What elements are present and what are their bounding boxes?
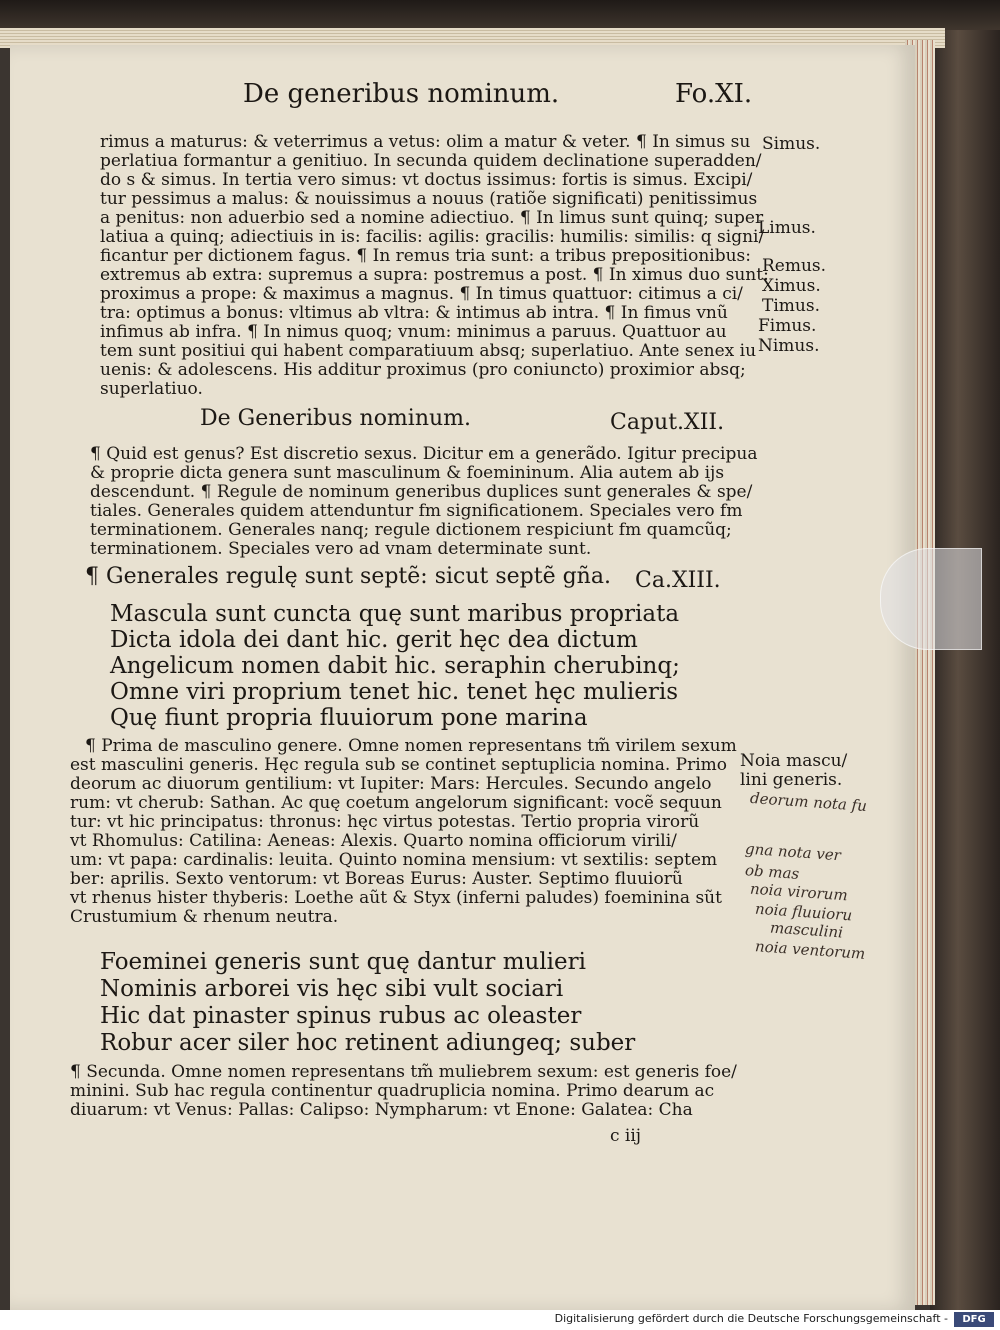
- verse-line: Nominis arborei vis hęc sibi vult sociari: [100, 976, 564, 1002]
- text-line: rimus a maturus: & veterrimus a vetus: olim a matur & veter. ¶ In simus su: [100, 132, 751, 152]
- footer-bar: [0, 1310, 1000, 1330]
- text-line: proximus a prope: & maximus a magnus. ¶ In timus quattuor: citimus a ci/: [100, 284, 743, 304]
- text-line: a penitus: non aduerbio sed a nomine adiectiuo. ¶ In limus sunt quinq; super: [100, 208, 764, 228]
- handwritten-note: deorum nota fu: [749, 788, 868, 816]
- text-line: ber: aprilis. Sexto ventorum: vt Boreas Eurus: Auster. Septimo fluuiorũ: [70, 869, 683, 889]
- text-line: latiua a quinq; adiectiuis in is: facilis: agilis: gracilis: humilis: similis: q signi/: [100, 227, 765, 247]
- text-line: do s & simus. In tertia vero simus: vt doctus issimus: fortis is simus. Excipi/: [100, 170, 753, 190]
- margin-note: Fimus.: [758, 316, 817, 336]
- book-page: [10, 45, 915, 1310]
- verse-line: Omne viri proprium tenet hic. tenet hęc mulieris: [110, 679, 679, 705]
- text-line: uenis: & adolescens. His additur proximus (pro coniuncto) proximior absq;: [100, 360, 746, 380]
- margin-note: Noia mascu/: [740, 751, 848, 771]
- text-line: & proprie dicta genera sunt masculinum & foemininum. Alia autem ab ijs: [90, 463, 725, 483]
- text-line: um: vt papa: cardinalis: leuita. Quinto nomina mensium: vt sextilis: septem: [70, 850, 718, 870]
- verse-line: Dicta idola dei dant hic. gerit hęc dea dictum: [110, 627, 638, 653]
- dfg-logo: DFG: [954, 1312, 994, 1327]
- folio-number: Fo.XI.: [675, 79, 753, 109]
- text-line: deorum ac diuorum gentilium: vt Iupiter: Mars: Hercules. Secundo angelo: [70, 774, 712, 794]
- text-line: est masculini generis. Hęc regula sub se continet septuplicia nomina. Primo: [70, 755, 728, 775]
- text-line: vt rhenus hister thyberis: Loethe aũt & Styx (inferni paludes) foeminina sũt: [70, 888, 722, 908]
- margin-note: Remus.: [762, 256, 827, 276]
- text-line: terminationem. Generales nanq; regule dictionem respiciunt fm quamcũq;: [90, 520, 732, 540]
- footer-credit: Digitalisierung gefördert durch die Deutsche Forschungsgemeinschaft -: [554, 1312, 948, 1325]
- text-line: tur: vt hic principatus: thronus: hęc virtus potestas. Tertio propria virorũ: [70, 812, 700, 832]
- handwritten-note: noia virorum: [749, 879, 849, 905]
- verse-line: Mascula sunt cuncta quę sunt maribus propriata: [110, 601, 680, 627]
- text-line: extremus ab extra: supremus a supra: postremus a post. ¶ In ximus duo sunt:: [100, 265, 769, 285]
- verse-line: Foeminei generis sunt quę dantur mulieri: [100, 949, 586, 975]
- text-line: superlatiuo.: [100, 379, 203, 399]
- chapter-13-title: ¶ Generales regulę sunt septẽ: sicut septẽ gña.: [85, 564, 611, 589]
- book-binding-right: [930, 30, 1000, 1310]
- verse-line: Angelicum nomen dabit hic. seraphin cherubinq;: [110, 653, 680, 679]
- text-line: tra: optimus a bonus: vltimus ab vltra: & intimus ab intra. ¶ In fimus vnũ: [100, 303, 728, 323]
- text-line: ¶ Quid est genus? Est discretio sexus. Dicitur em a generãdo. Igitur precipua: [90, 444, 758, 464]
- text-line: descendunt. ¶ Regule de nominum generibus duplices sunt generales & spe/: [90, 482, 753, 502]
- chapter-13-label: Ca.XIII.: [635, 568, 721, 593]
- text-line: ficantur per dictionem fagus. ¶ In remus tria sunt: a tribus prepositionibus:: [100, 246, 751, 266]
- text-line: Crustumium & rhenum neutra.: [70, 907, 339, 927]
- text-line: infimus ab infra. ¶ In nimus quoq; vnum: minimus a paruus. Quattuor au: [100, 322, 727, 342]
- handwritten-note: masculini: [769, 918, 844, 942]
- verse-line: Hic dat pinaster spinus rubus ac oleaster: [100, 1003, 582, 1029]
- page-clip: [880, 548, 982, 650]
- chapter-12-title: De Generibus nominum.: [200, 406, 472, 431]
- text-line: terminationem. Speciales vero ad vnam determinate sunt.: [90, 539, 592, 559]
- margin-note: lini generis.: [740, 770, 843, 790]
- verse-line: Robur acer siler hoc retinent adiungeq; suber: [100, 1030, 636, 1056]
- running-head: De generibus nominum.: [243, 79, 560, 109]
- signature-mark: c iij: [610, 1126, 642, 1146]
- chapter-12-label: Caput.XII.: [610, 410, 725, 435]
- handwritten-note: gna nota ver: [744, 839, 842, 865]
- margin-note: Nimus.: [758, 336, 820, 356]
- text-line: ¶ Prima de masculino genere. Omne nomen representans tm̃ virilem sexum: [85, 736, 737, 756]
- handwritten-note: noia ventorum: [754, 937, 866, 963]
- text-line: rum: vt cherub: Sathan. Ac quę coetum angelorum significant: vocẽ sequun: [70, 793, 722, 813]
- text-line: diuarum: vt Venus: Pallas: Calipso: Nympharum: vt Enone: Galatea: Cha: [70, 1100, 693, 1120]
- handwritten-note: ob mas: [744, 861, 800, 883]
- text-line: perlatiua formantur a genitiuo. In secunda quidem declinatione superadden/: [100, 151, 762, 171]
- margin-note: Simus.: [762, 134, 821, 154]
- margin-note: Limus.: [758, 218, 816, 238]
- text-line: minini. Sub hac regula continentur quadruplicia nomina. Primo dearum ac: [70, 1081, 715, 1101]
- margin-note: Ximus.: [762, 276, 821, 296]
- text-line: tur pessimus a malus: & nouissimus a nouus (ratiõe significati) penitissimus: [100, 189, 758, 209]
- text-line: tiales. Generales quidem attenduntur fm significationem. Speciales vero fm: [90, 501, 743, 521]
- handwritten-note: noia fluuioru: [754, 899, 853, 925]
- text-line: vt Rhomulus: Catilina: Aeneas: Alexis. Quarto nomina officiorum virili/: [70, 831, 677, 851]
- text-line: tem sunt positiui qui habent comparatiuum absq; superlatiuo. Ante senex iu: [100, 341, 757, 361]
- verse-line: Quę fiunt propria fluuiorum pone marina: [110, 705, 588, 731]
- margin-note: Timus.: [762, 296, 820, 316]
- text-line: ¶ Secunda. Omne nomen representans tm̃ muliebrem sexum: est generis foe/: [70, 1062, 737, 1082]
